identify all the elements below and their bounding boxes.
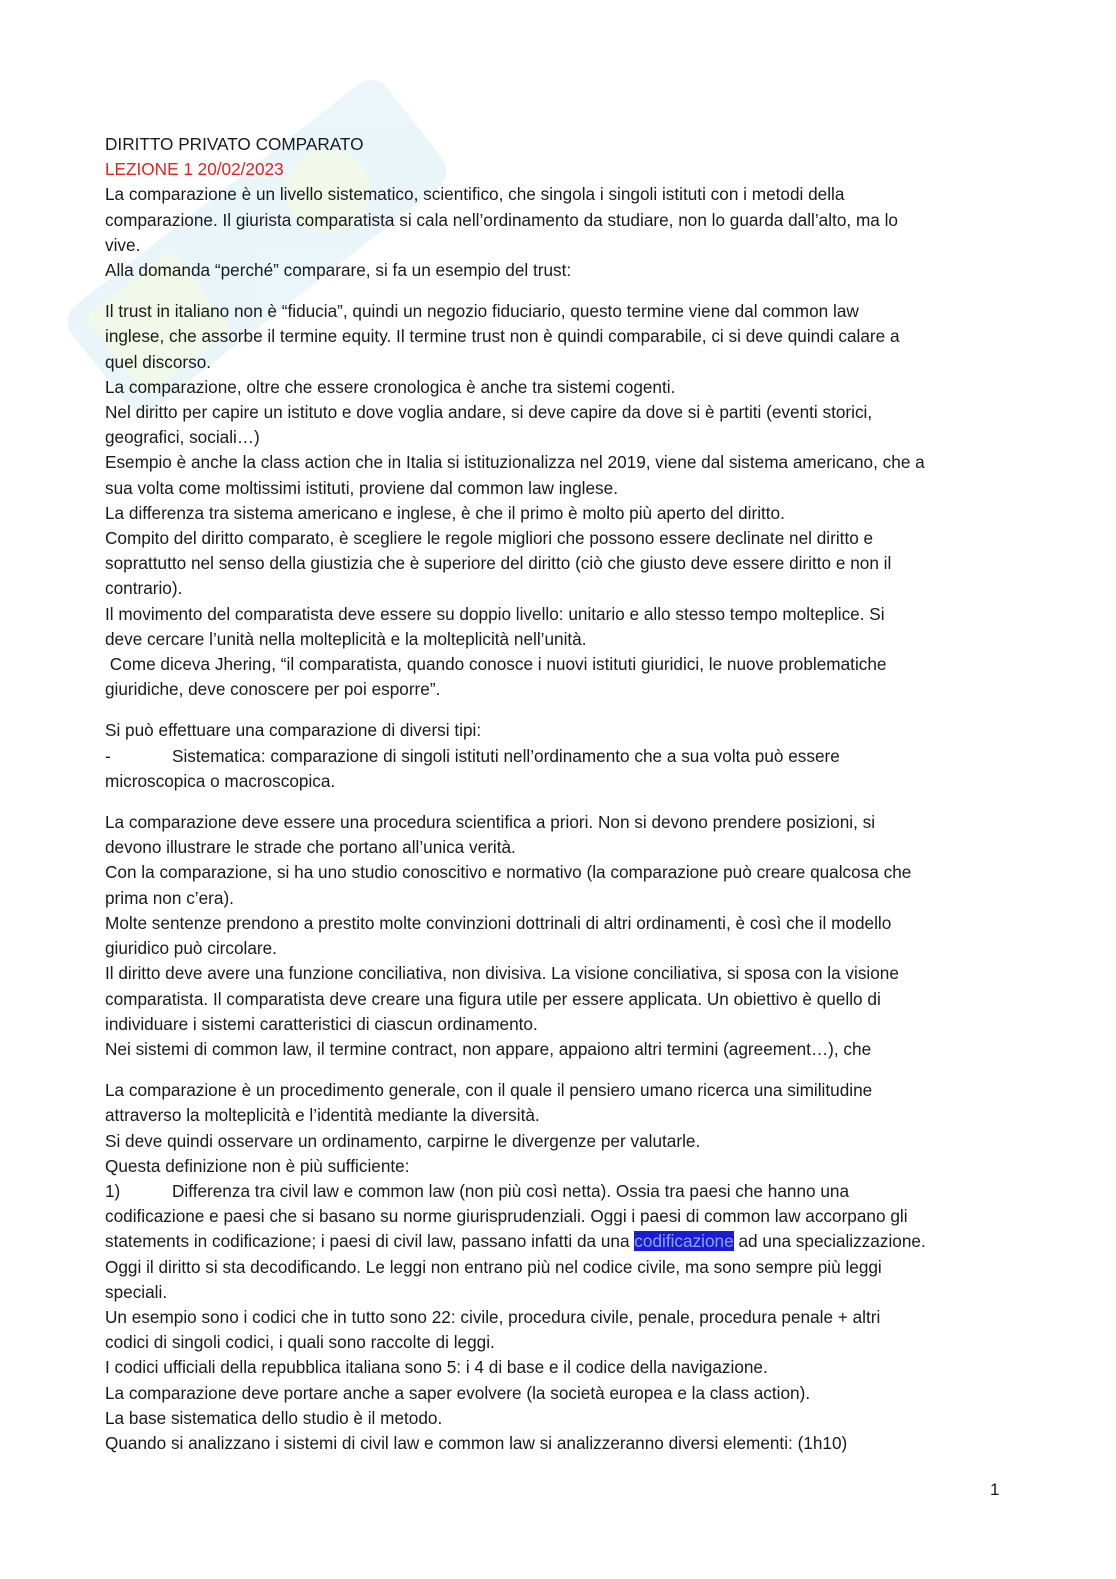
list-item — [105, 744, 1005, 769]
text-line: Nel diritto per capire un istituto e dove voglia andare, si deve capire da dove si è partiti (eventi storici, — [105, 402, 873, 423]
text-line: attraverso la molteplicità e l’identità mediante la diversità. — [105, 1105, 540, 1126]
text-line: geografici, sociali…) — [105, 427, 260, 448]
list-item-text: Sistematica: comparazione di singoli istituti nell’ordinamento che a sua volta può essere — [172, 745, 840, 766]
text-line: deve cercare l’unità nella molteplicità e la molteplicità nell’unità. — [105, 628, 587, 649]
text-span: ad una specializzazione. — [733, 1231, 926, 1252]
text-line: codici di singoli codici, i quali sono raccolte di leggi. — [105, 1332, 495, 1353]
text-line: inglese, che assorbe il termine equity. Il termine trust non è quindi comparabile, ci si deve quindi calare a — [105, 326, 900, 347]
text-line: La differenza tra sistema americano e inglese, è che il primo è molto più aperto del diritto. — [105, 502, 785, 523]
text-line: comparazione. Il giurista comparatista si cala nell’ordinamento da studiare, non lo guarda dall’alto, ma lo — [105, 209, 898, 230]
text-line: Quando si analizzano i sistemi di civil law e common law si analizzeranno diversi elementi: (1h10) — [105, 1432, 848, 1453]
text-line: Si deve quindi osservare un ordinamento, carpirne le divergenze per valutarle. — [105, 1130, 701, 1151]
text-line: codificazione e paesi che si basano su norme giurisprudenziali. Oggi i paesi di common law accorpano gli — [105, 1206, 908, 1227]
highlighted-line — [105, 1229, 1005, 1254]
list-marker: 1) — [105, 1180, 121, 1201]
paragraph-block-4 — [105, 810, 1005, 1062]
page-number: 1 — [990, 1480, 1000, 1499]
text-line: Questa definizione non è più sufficiente: — [105, 1155, 410, 1176]
text-line: La comparazione è un procedimento generale, con il quale il pensiero umano ricerca una similitudine — [105, 1080, 873, 1101]
text-line: Esempio è anche la class action che in Italia si istituzionalizza nel 2019, viene dal sistema americano, che a — [105, 452, 925, 473]
text-line: Un esempio sono i codici che in tutto sono 22: civile, procedura civile, penale, procedura penale + altri — [105, 1306, 881, 1327]
text-line: Alla domanda “perché” comparare, si fa un esempio del trust: — [105, 260, 572, 281]
paragraph-block-1 — [105, 182, 1005, 283]
paragraph-block-2 — [105, 299, 1005, 702]
text-line: Con la comparazione, si ha uno studio conoscitivo e normativo (la comparazione può creare qualcosa che — [105, 862, 912, 883]
text-line: speciali. — [105, 1281, 168, 1302]
document-body — [105, 132, 1005, 1456]
text-line: Nei sistemi di common law, il termine contract, non appare, appaiono altri termini (agreement…), che — [105, 1038, 872, 1059]
text-line: I codici ufficiali della repubblica italiana sono 5: i 4 di base e il codice della navigazione. — [105, 1357, 768, 1378]
text-line: comparatista. Il comparatista deve creare una figura utile per essere applicata. Un obiettivo è quello di — [105, 988, 881, 1009]
text-line: La comparazione deve essere una procedura scientifica a priori. Non si devono prendere posizioni, si — [105, 812, 876, 833]
text-line: individuare i sistemi caratteristici di ciascun ordinamento. — [105, 1013, 538, 1034]
text-line: Il diritto deve avere una funzione conciliativa, non divisiva. La visione conciliativa, si sposa con la visione — [105, 963, 899, 984]
text-line: giuridiche, deve conoscere per poi esporre”. — [105, 679, 441, 700]
text-line: Si può effettuare una comparazione di diversi tipi: — [105, 720, 482, 741]
list-item-text: Differenza tra civil law e common law (non più così netta). Ossia tra paesi che hanno una — [172, 1180, 850, 1201]
text-line: microscopica o macroscopica. — [105, 770, 336, 791]
text-line: sua volta come moltissimi istituti, proviene dal common law inglese. — [105, 477, 618, 498]
text-line: Il trust in italiano non è “fiducia”, quindi un negozio fiduciario, questo termine viene dal common law — [105, 301, 859, 322]
text-line: Compito del diritto comparato, è scegliere le regole migliori che possono essere declinate nel diritto e — [105, 528, 874, 549]
list-marker: - — [105, 745, 111, 766]
text-line: quel discorso. — [105, 351, 212, 372]
text-line: prima non c’era). — [105, 887, 234, 908]
text-line: La comparazione è un livello sistematico, scientifico, che singola i singoli istituti con i metodi della — [105, 184, 845, 205]
text-line: La comparazione deve portare anche a saper evolvere (la società europea e la class action). — [105, 1382, 811, 1403]
lesson-heading: LEZIONE 1 20/02/2023 — [105, 159, 284, 180]
text-line: vive. — [105, 234, 141, 255]
text-line: contrario). — [105, 578, 183, 599]
paragraph-block-5 — [105, 1078, 1005, 1456]
text-span: statements in codificazione; i paesi di civil law, passano infatti da una — [105, 1231, 635, 1252]
text-line: soprattutto nel senso della giustizia che è superiore del diritto (ciò che giusto deve essere diritto e non il — [105, 553, 892, 574]
list-item — [105, 1179, 1005, 1204]
text-line: Il movimento del comparatista deve essere su doppio livello: unitario e allo stesso tempo molteplice. Si — [105, 603, 885, 624]
text-line: La base sistematica dello studio è il metodo. — [105, 1407, 443, 1428]
text-line: devono illustrare le strade che portano all’unica verità. — [105, 837, 516, 858]
text-line: Come diceva Jhering, “il comparatista, quando conosce i nuovi istituti giuridici, le nuove problematiche — [105, 654, 887, 675]
text-line: giuridico può circolare. — [105, 938, 277, 959]
highlighted-word: codificazione — [634, 1231, 734, 1252]
text-line: Molte sentenze prendono a prestito molte convinzioni dottrinali di altri ordinamenti, è così che il modello — [105, 912, 892, 933]
document-title: DIRITTO PRIVATO COMPARATO — [105, 134, 364, 154]
text-line: Oggi il diritto si sta decodificando. Le leggi non entrano più nel codice civile, ma sono sempre più leggi — [105, 1256, 882, 1277]
paragraph-block-3 — [105, 718, 1005, 794]
text-line: La comparazione, oltre che essere cronologica è anche tra sistemi cogenti. — [105, 376, 676, 397]
